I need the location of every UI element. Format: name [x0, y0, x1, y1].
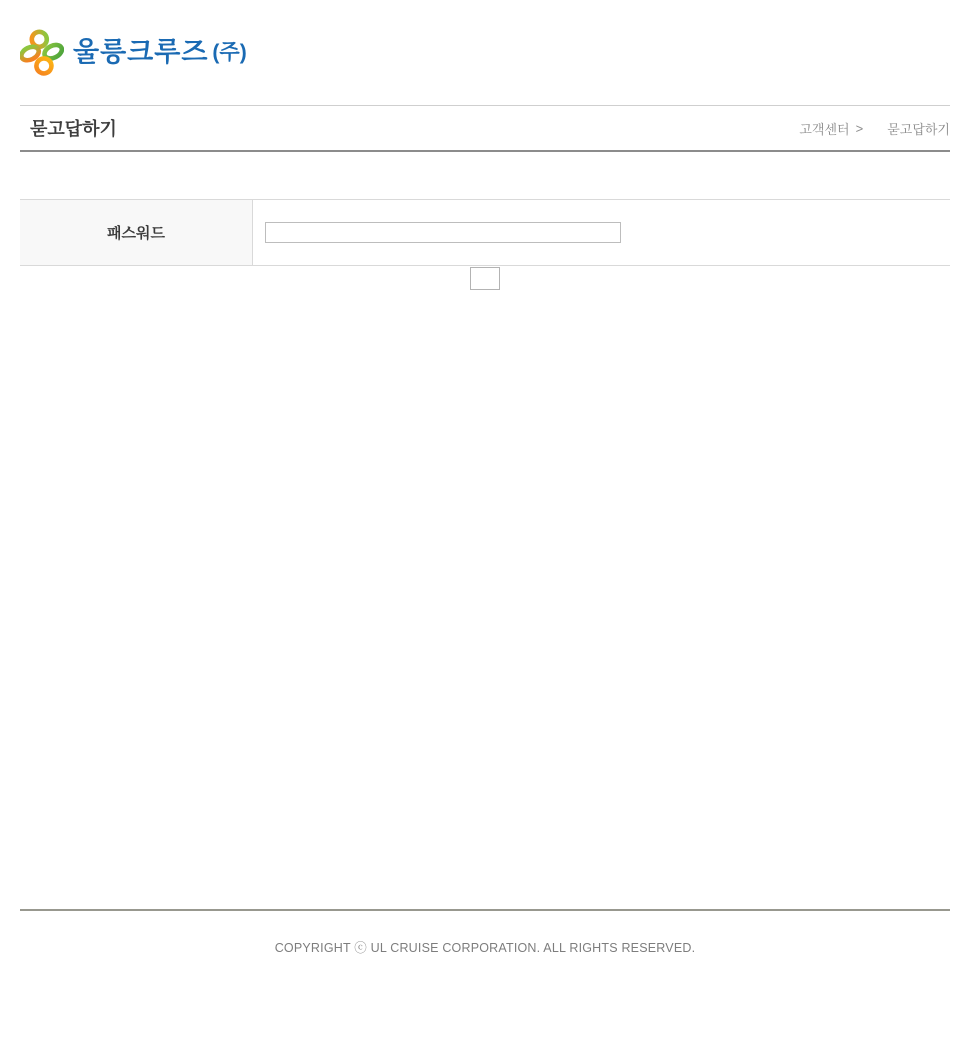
password-label: 패스워드 [107, 225, 165, 242]
copyright-text: COPYRIGHT ⓒ UL CRUISE CORPORATION. ALL RIGHTS RESERVED. [274, 941, 696, 955]
password-input-cell [253, 200, 950, 265]
password-label-cell [20, 200, 253, 265]
page-title-bar [20, 106, 950, 152]
page-title: 묻고답하기 [30, 119, 117, 139]
submit-row [20, 266, 950, 291]
site-header [20, 0, 950, 106]
page-container [20, 0, 950, 1016]
breadcrumb [799, 119, 950, 138]
breadcrumb-separator: > [855, 120, 864, 136]
flower-pinwheel-icon [20, 28, 64, 76]
breadcrumb-parent-link[interactable]: 고객센터 [799, 121, 850, 137]
password-input[interactable] [265, 222, 621, 243]
brand-suffix: (주) [212, 40, 247, 64]
breadcrumb-current: 묻고답하기 [887, 121, 950, 137]
password-row [20, 199, 950, 266]
submit-button[interactable] [470, 267, 500, 290]
brand-logo[interactable] [20, 28, 247, 76]
brand-name: 울릉크루즈 [73, 36, 209, 67]
site-footer [20, 909, 950, 1016]
password-form [20, 199, 950, 291]
